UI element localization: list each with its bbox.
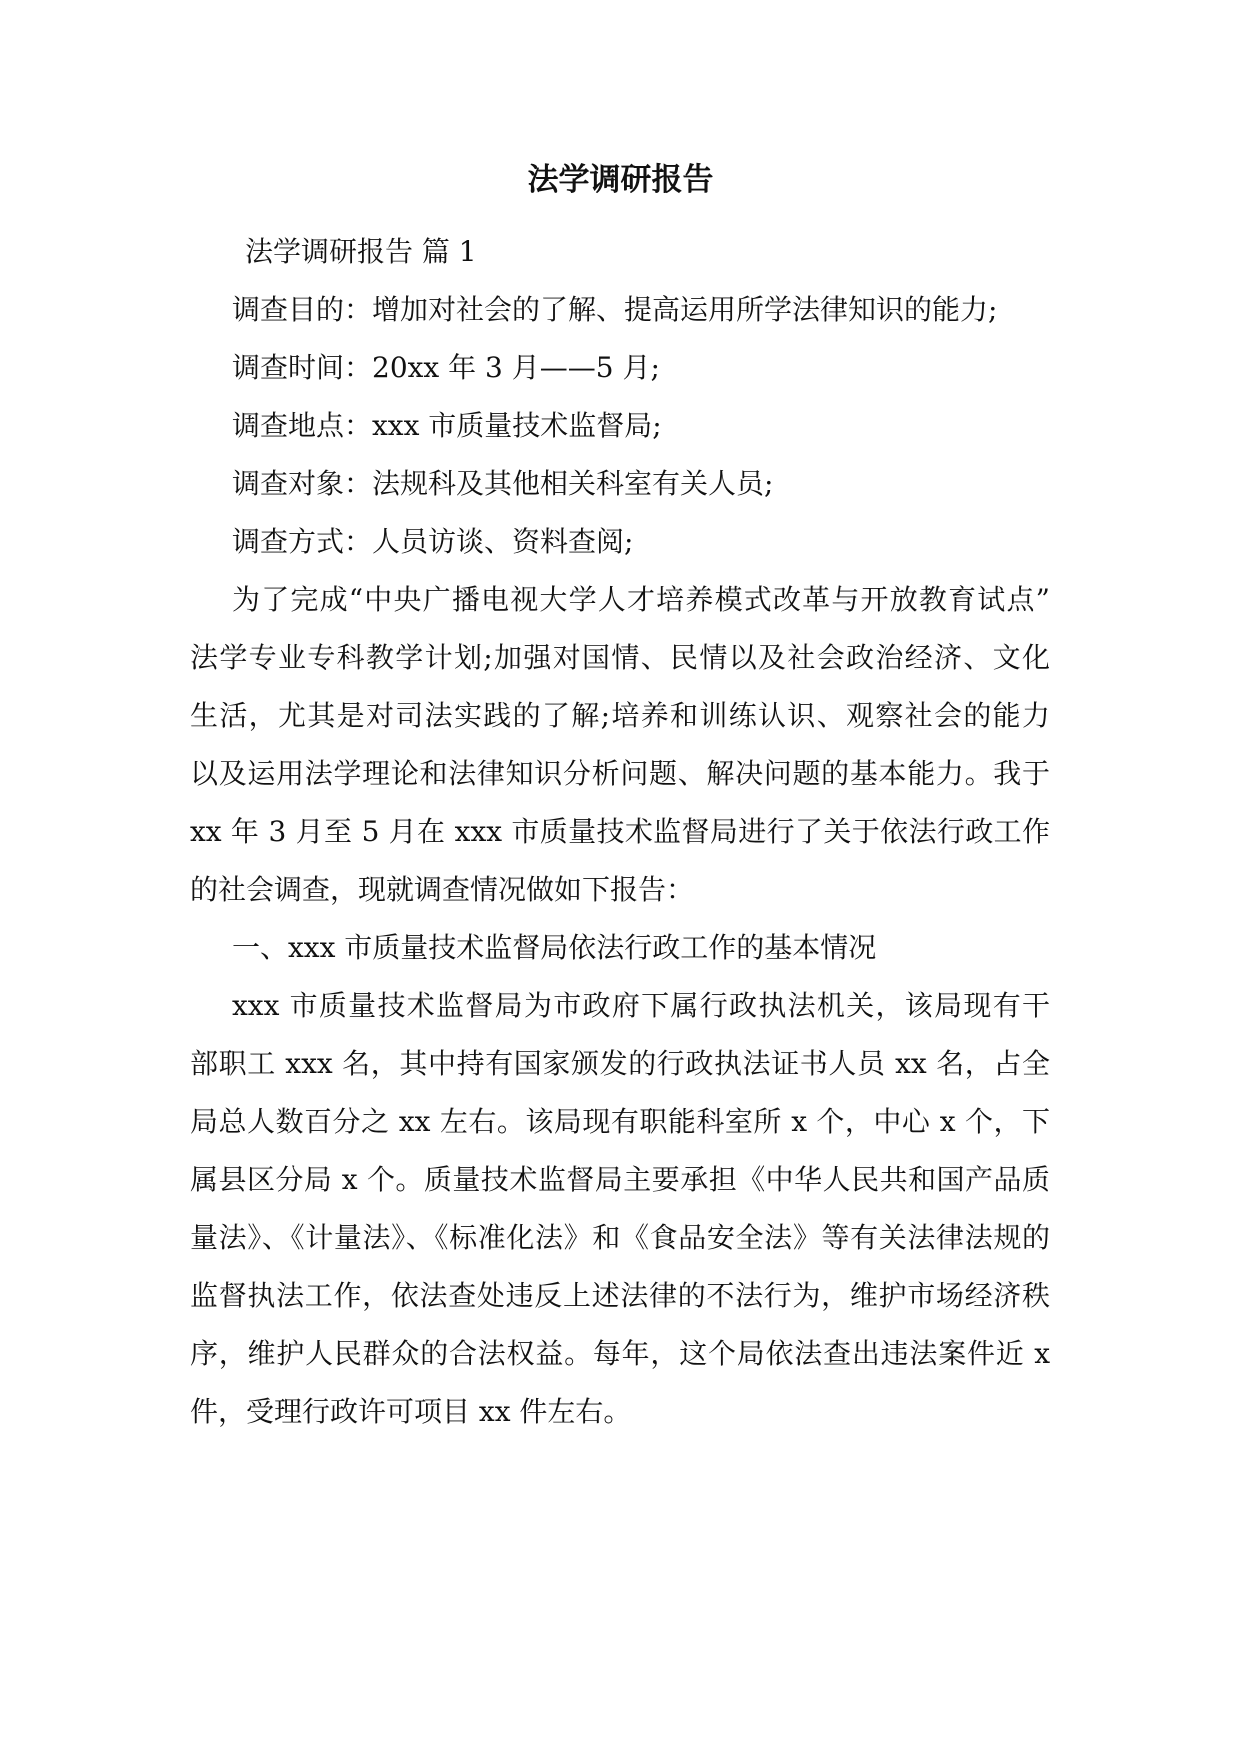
body-line: 序，维护人民群众的合法权益。每年，这个局依法查出违法案件近 x (190, 1337, 1050, 1370)
body-line: xxx 市质量技术监督局为市政府下属行政执法机关，该局现有干 (232, 989, 1050, 1022)
survey-time: 调查时间：20xx 年 3 月——5 月; (232, 351, 660, 384)
section-heading: 一、xxx 市质量技术监督局依法行政工作的基本情况 (232, 931, 877, 964)
body-line: 局总人数百分之 xx 左右。该局现有职能科室所 x 个，中心 x 个，下 (190, 1105, 1050, 1138)
body-line: 量法》、《计量法》、《标准化法》和《食品安全法》等有关法律法规的 (190, 1221, 1050, 1254)
intro-line: 以及运用法学理论和法律知识分析问题、解决问题的基本能力。我于 (190, 757, 1050, 790)
intro-line: 生活，尤其是对司法实践的了解;培养和训练认识、观察社会的能力 (190, 699, 1050, 732)
survey-location: 调查地点：xxx 市质量技术监督局; (232, 409, 662, 442)
intro-line: 的社会调查，现就调查情况做如下报告： (190, 873, 695, 906)
intro-line: 为了完成“中央广播电视大学人才培养模式改革与开放教育试点” (232, 583, 1050, 616)
body-line: 属县区分局 x 个。质量技术监督局主要承担《中华人民共和国产品质 (190, 1163, 1050, 1196)
body-line: 监督执法工作，依法查处违反上述法律的不法行为，维护市场经济秩 (190, 1279, 1050, 1312)
survey-purpose: 调查目的：增加对社会的了解、提高运用所学法律知识的能力; (232, 293, 998, 326)
body-line: 部职工 xxx 名，其中持有国家颁发的行政执法证书人员 xx 名，占全 (190, 1047, 1050, 1080)
intro-line: xx 年 3 月至 5 月在 xxx 市质量技术监督局进行了关于依法行政工作 (190, 815, 1050, 848)
survey-method: 调查方式：人员访谈、资料查阅; (232, 525, 634, 558)
report-subtitle: 法学调研报告 篇 1 (245, 235, 477, 268)
intro-line: 法学专业专科教学计划;加强对国情、民情以及社会政治经济、文化 (190, 641, 1050, 674)
survey-subjects: 调查对象：法规科及其他相关科室有关人员; (232, 467, 774, 500)
document-title: 法学调研报告 (527, 162, 714, 198)
body-line: 件，受理行政许可项目 xx 件左右。 (190, 1395, 632, 1428)
